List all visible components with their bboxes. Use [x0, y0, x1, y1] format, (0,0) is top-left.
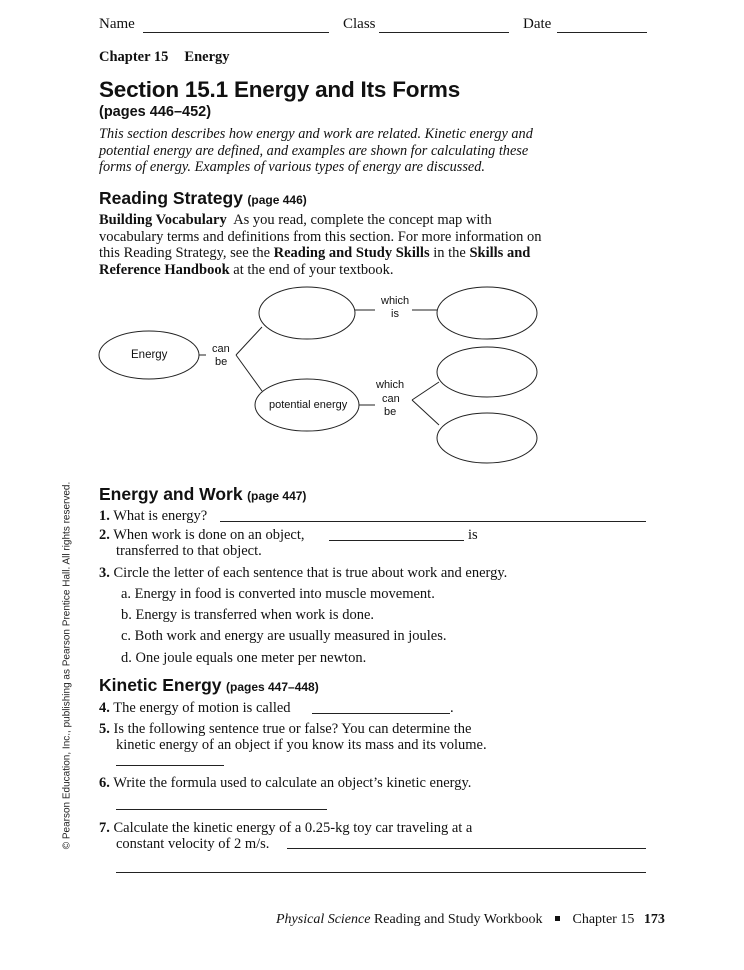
answer-5-line[interactable] — [116, 765, 224, 766]
section-intro: This section describes how energy and work are related. Kinetic energy and potential energy are defined, and examples are shown for calculating these forms of energy. Examples of various types of energy are discussed. — [99, 126, 533, 175]
link-is: is — [391, 308, 399, 320]
answer-6-line[interactable] — [116, 809, 327, 810]
rs-text-2: in the — [433, 245, 466, 261]
option-d[interactable]: d. One joule equals one meter per newton. — [121, 650, 367, 666]
kinetic-pages: (pages 447–448) — [226, 680, 319, 694]
question-1: 1. What is energy? — [99, 508, 208, 524]
question-5-cont: kinetic energy of an object if you know its mass and its volume. — [116, 737, 487, 753]
connector-to-blank-3 — [412, 382, 439, 400]
link-can-2: can — [382, 393, 400, 405]
answer-2-line[interactable] — [329, 540, 464, 541]
reading-strategy-title: Reading Strategy — [99, 188, 243, 208]
question-7-cont: constant velocity of 2 m/s. — [116, 836, 270, 852]
link-be: be — [215, 356, 228, 368]
blank-node-2[interactable] — [437, 287, 537, 339]
reading-strategy-pages: (page 446) — [247, 193, 307, 207]
class-label: Class — [343, 16, 376, 32]
link-can: can — [212, 343, 230, 355]
question-6: 6. Write the formula used to calculate an object’s kinetic energy. — [99, 775, 472, 791]
footer-book: Physical Science — [276, 912, 371, 927]
blank-node-4[interactable] — [437, 413, 537, 463]
answer-4-line[interactable] — [312, 713, 450, 714]
question-3: 3. Circle the letter of each sentence that is true about work and energy. — [99, 565, 508, 581]
link-which-2: which — [376, 379, 405, 391]
energy-work-title: Energy and Work — [99, 484, 243, 504]
name-label: Name — [99, 16, 135, 32]
question-2-cont: transferred to that object. — [116, 543, 262, 559]
potential-energy-label: potential energy — [269, 399, 348, 411]
connector-to-blank-4 — [412, 400, 439, 425]
answer-7-line-1[interactable] — [287, 848, 646, 849]
energy-work-heading — [99, 484, 306, 505]
page-number: 173 — [643, 912, 665, 927]
chapter-label: Chapter 15 — [99, 49, 169, 65]
option-c[interactable]: c. Both work and energy are usually measured in joules. — [121, 628, 447, 644]
section-pages: (pages 446–452) — [99, 104, 212, 120]
blank-node-1[interactable] — [259, 287, 355, 339]
building-vocab-lead: Building Vocabulary — [99, 212, 227, 228]
blank-node-3[interactable] — [437, 347, 537, 397]
concept-map — [0, 0, 744, 480]
question-2-is: is — [468, 527, 478, 543]
answer-7-line-2[interactable] — [116, 872, 646, 873]
option-b[interactable]: b. Energy is transferred when work is done. — [121, 607, 375, 623]
question-5: 5. Is the following sentence true or false? You can determine the — [99, 721, 472, 737]
connector-to-blank-1 — [236, 327, 262, 355]
date-label: Date — [523, 16, 552, 32]
section-title: Section 15.1 Energy and Its Forms — [99, 77, 461, 102]
energy-work-pages: (page 447) — [247, 489, 307, 503]
connector-to-potential — [236, 355, 262, 391]
footer — [276, 912, 665, 928]
energy-node-label: Energy — [131, 349, 168, 361]
kinetic-heading — [99, 675, 319, 696]
option-a[interactable]: a. Energy in food is converted into muscle movement. — [121, 586, 435, 602]
link-which-1: which — [381, 295, 410, 307]
question-2: 2. When work is done on an object, — [99, 527, 305, 543]
rs-bold-2: Skills and Reference Handbook — [99, 245, 531, 278]
question-7: 7. Calculate the kinetic energy of a 0.25-kg toy car traveling at a — [99, 820, 473, 836]
question-4: 4. The energy of motion is called — [99, 700, 291, 716]
rs-text-1: As you read, complete the concept map with vocabulary terms and definitions from this section. For more information on this Reading Strategy, see the — [99, 212, 542, 261]
copyright-notice: © Pearson Education, Inc., publishing as Pearson Prentice Hall. All rights reserved. — [61, 481, 73, 850]
rs-text-3: at the end of your textbook. — [233, 261, 394, 278]
footer-chapter: Chapter 15 — [572, 912, 635, 927]
rs-bold-1: Reading and Study Skills — [273, 245, 430, 261]
chapter-topic: Energy — [184, 49, 230, 65]
kinetic-title: Kinetic Energy — [99, 675, 222, 695]
footer-book-rest: Reading and Study Workbook — [373, 912, 543, 927]
footer-bullet — [555, 916, 560, 921]
link-be-2: be — [384, 406, 397, 418]
answer-1-line[interactable] — [220, 521, 646, 522]
